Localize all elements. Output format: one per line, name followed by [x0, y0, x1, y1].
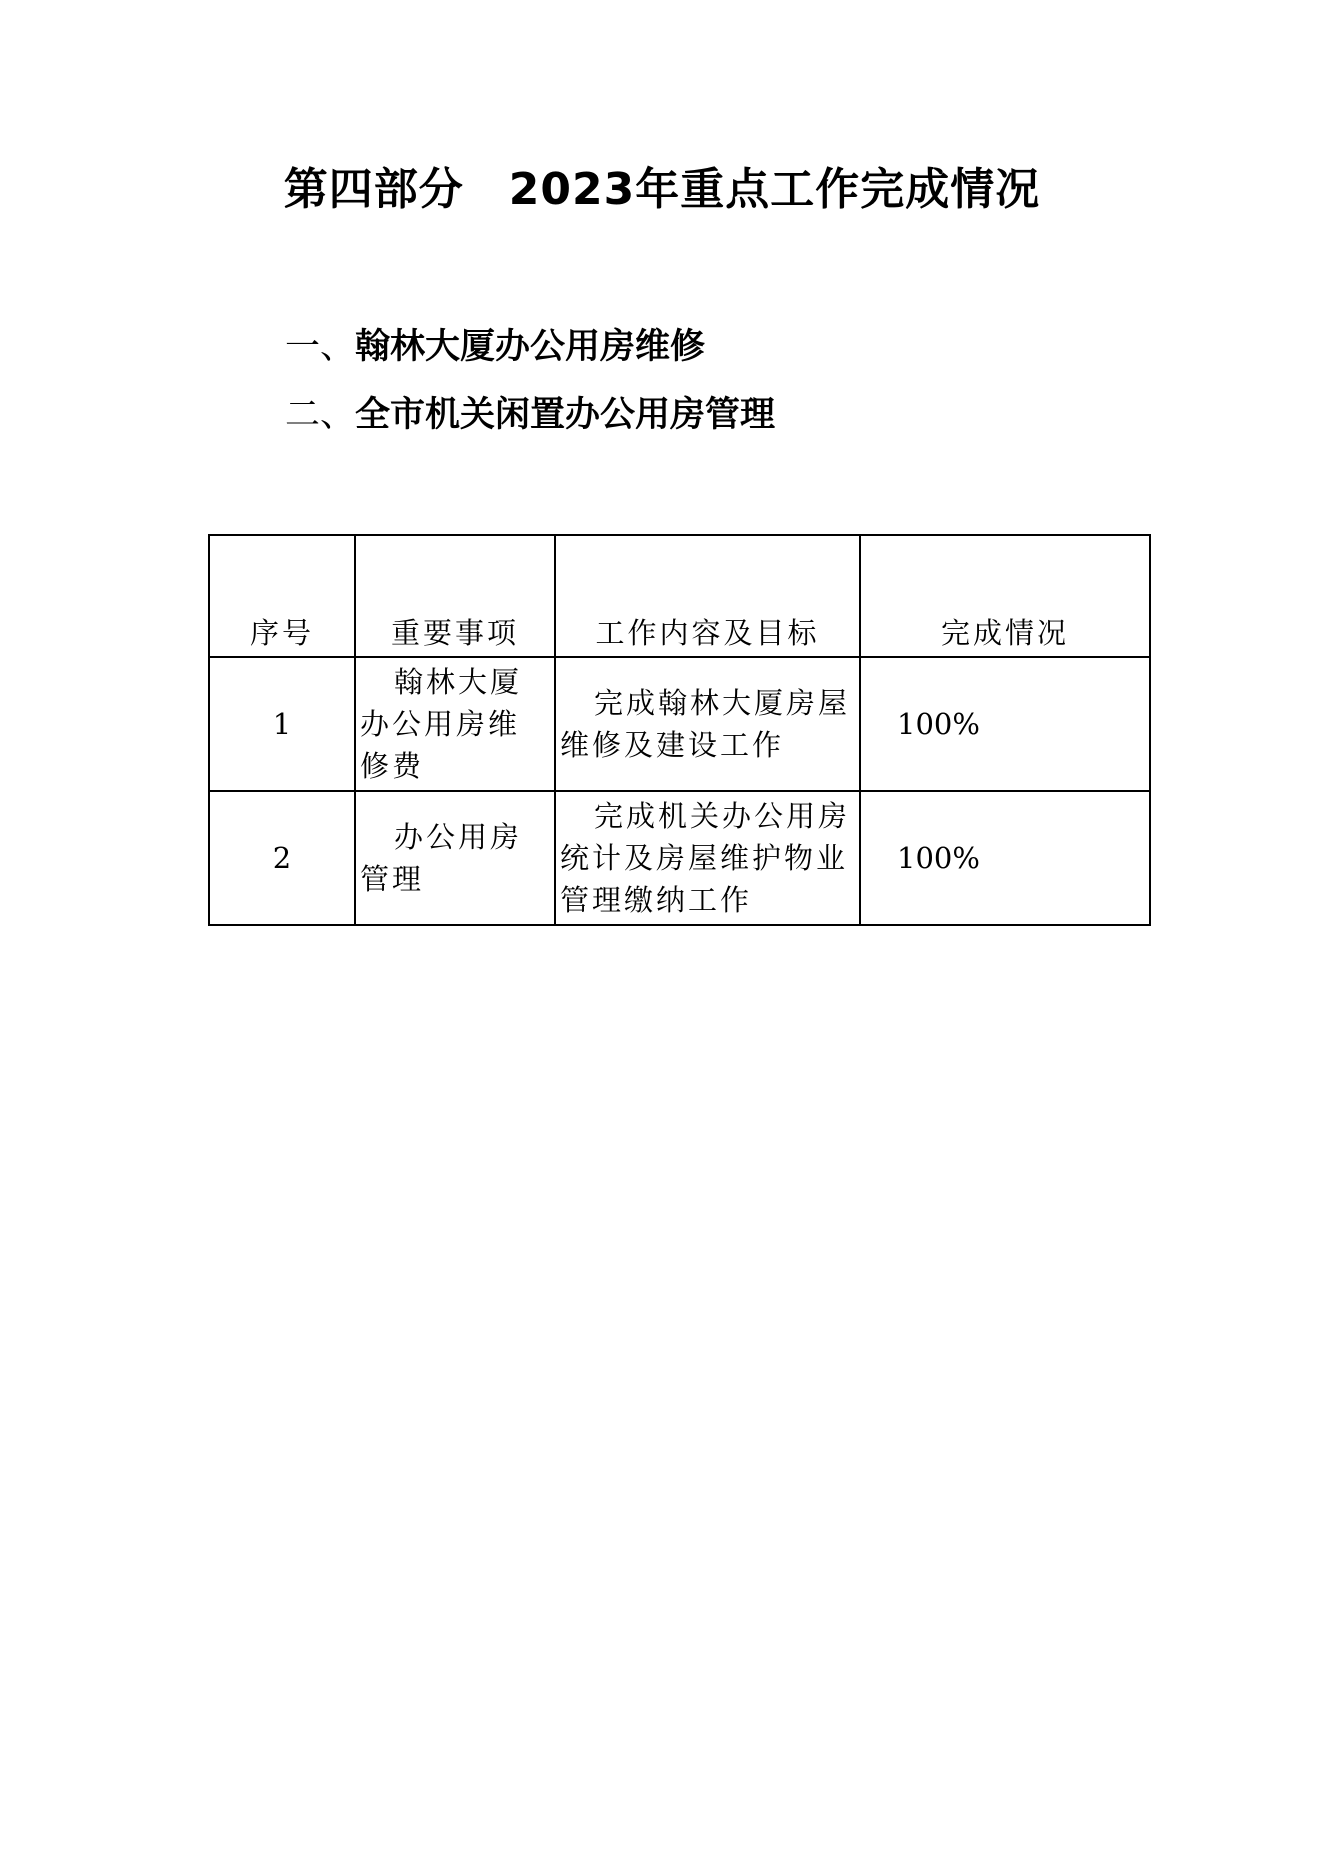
section-marker: 一、 — [285, 327, 356, 367]
header-item: 重要事项 — [355, 535, 555, 657]
section-text: 全市机关闲置办公用房管理 — [355, 395, 776, 435]
table-row — [209, 657, 1150, 791]
header-content: 工作内容及目标 — [555, 535, 860, 657]
section-item-2 — [285, 381, 775, 449]
cell-status: 100% — [860, 791, 1150, 925]
cell-item: 办公用房管理 — [355, 791, 555, 925]
section-text: 翰林大厦办公用房维修 — [355, 327, 706, 367]
section-marker: 二、 — [285, 395, 356, 435]
work-summary-table — [208, 534, 1151, 926]
page-title: 第四部分 2023年重点工作完成情况 — [283, 164, 1041, 215]
section-list — [285, 313, 775, 449]
cell-status: 100% — [860, 657, 1150, 791]
header-seq: 序号 — [209, 535, 355, 657]
cell-seq: 2 — [209, 791, 355, 925]
cell-content: 完成机关办公用房统计及房屋维护物业管理缴纳工作 — [555, 791, 860, 925]
cell-content: 完成翰林大厦房屋维修及建设工作 — [555, 657, 860, 791]
section-item-1 — [285, 313, 775, 381]
cell-item: 翰林大厦办公用房维修费 — [355, 657, 555, 791]
table-header-row — [209, 535, 1150, 657]
table-row — [209, 791, 1150, 925]
cell-seq: 1 — [209, 657, 355, 791]
header-status: 完成情况 — [860, 535, 1150, 657]
